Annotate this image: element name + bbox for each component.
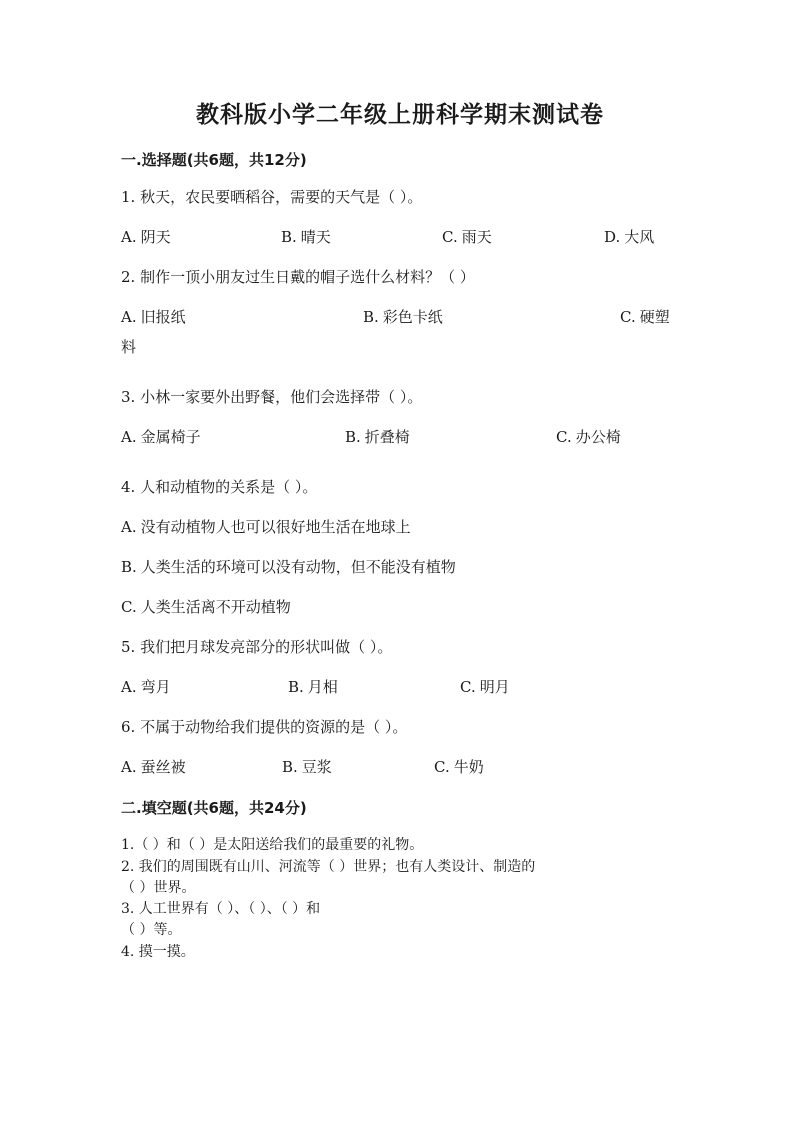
option-label: D.	[604, 228, 621, 246]
option-text: 旧报纸	[140, 308, 186, 326]
option-text: 办公椅	[575, 428, 621, 446]
option-text: 人类生活的环境可以没有动物，但不能没有植物	[140, 558, 456, 576]
option-text: 折叠椅	[364, 428, 410, 446]
section-heading-fill: 二.填空题(共6题，共24分)	[121, 799, 307, 817]
q6-option-b	[282, 757, 332, 777]
option-label: C.	[460, 678, 476, 696]
question-1: 1. 秋天，农民要晒稻谷，需要的天气是（ ）。	[121, 188, 423, 206]
option-label: A.	[121, 758, 137, 776]
question-5: 5. 我们把月球发亮部分的形状叫做（ ）。	[121, 638, 393, 656]
option-text: 雨天	[461, 228, 492, 246]
option-text: 牛奶	[453, 758, 484, 776]
q5-option-c	[460, 677, 510, 697]
q4-option-b	[121, 557, 456, 577]
option-text: 蚕丝被	[140, 758, 186, 776]
option-label: A.	[121, 678, 137, 696]
option-label: B.	[121, 558, 137, 576]
option-label: C.	[620, 308, 636, 326]
option-label: B.	[345, 428, 361, 446]
q5-option-b	[288, 677, 338, 697]
q4-option-c	[121, 597, 291, 617]
option-label: A.	[121, 228, 137, 246]
option-label: B.	[363, 308, 379, 326]
fill-question-3: 3. 人工世界有（ ）、（ ）、（ ）和	[121, 901, 321, 917]
q1-option-d	[604, 227, 654, 247]
question-6: 6. 不属于动物给我们提供的资源的是（ ）。	[121, 718, 408, 736]
fill-question-3-cont: （ ）等。	[121, 922, 182, 938]
option-text: 人类生活离不开动植物	[140, 598, 291, 616]
option-text: 晴天	[300, 228, 331, 246]
option-label: B.	[288, 678, 304, 696]
q3-option-a	[121, 427, 201, 447]
fill-question-1: 1.（ ）和（ ）是太阳送给我们的最重要的礼物。	[121, 837, 424, 853]
question-4: 4. 人和动植物的关系是（ ）。	[121, 478, 318, 496]
q2-option-c	[620, 307, 670, 327]
q5-option-a	[121, 677, 171, 697]
fill-question-4: 4. 摸一摸。	[121, 944, 195, 960]
q1-option-b	[281, 227, 331, 247]
option-text: 没有动植物人也可以很好地生活在地球上	[140, 518, 411, 536]
option-text: 彩色卡纸	[382, 308, 443, 326]
option-label: B.	[282, 758, 298, 776]
q1-option-a	[121, 227, 171, 247]
option-label: C.	[434, 758, 450, 776]
question-3: 3. 小林一家要外出野餐，他们会选择带（ ）。	[121, 388, 423, 406]
q3-option-b	[345, 427, 410, 447]
option-text: 弯月	[140, 678, 171, 696]
option-label: C.	[121, 598, 137, 616]
option-text: 明月	[479, 678, 510, 696]
q6-option-a	[121, 757, 186, 777]
q1-option-c	[442, 227, 492, 247]
option-label: A.	[121, 518, 137, 536]
section-heading-choice: 一.选择题(共6题，共12分)	[121, 151, 307, 169]
option-text: 大风	[624, 228, 655, 246]
option-text: 金属椅子	[140, 428, 201, 446]
option-text: 硬塑	[639, 308, 670, 326]
q3-option-c	[556, 427, 621, 447]
option-label: B.	[281, 228, 297, 246]
q2-option-a	[121, 307, 186, 327]
option-label: A.	[121, 308, 137, 326]
question-2: 2. 制作一顶小朋友过生日戴的帽子选什么材料？（ ）	[121, 268, 475, 286]
option-text: 月相	[307, 678, 338, 696]
q6-option-c	[434, 757, 484, 777]
q2-option-b	[363, 307, 443, 327]
option-label: C.	[442, 228, 458, 246]
option-text: 豆浆	[301, 758, 332, 776]
option-label: C.	[556, 428, 572, 446]
fill-question-2-cont: （ ）世界。	[121, 880, 196, 896]
page-title: 教科版小学二年级上册科学期末测试卷	[196, 102, 604, 128]
option-text: 阴天	[140, 228, 171, 246]
q2-option-c-wrap: 料	[121, 338, 137, 356]
q4-option-a	[121, 517, 411, 537]
option-label: A.	[121, 428, 137, 446]
fill-question-2: 2. 我们的周围既有山川、河流等（ ）世界；也有人类设计、制造的	[121, 859, 536, 875]
